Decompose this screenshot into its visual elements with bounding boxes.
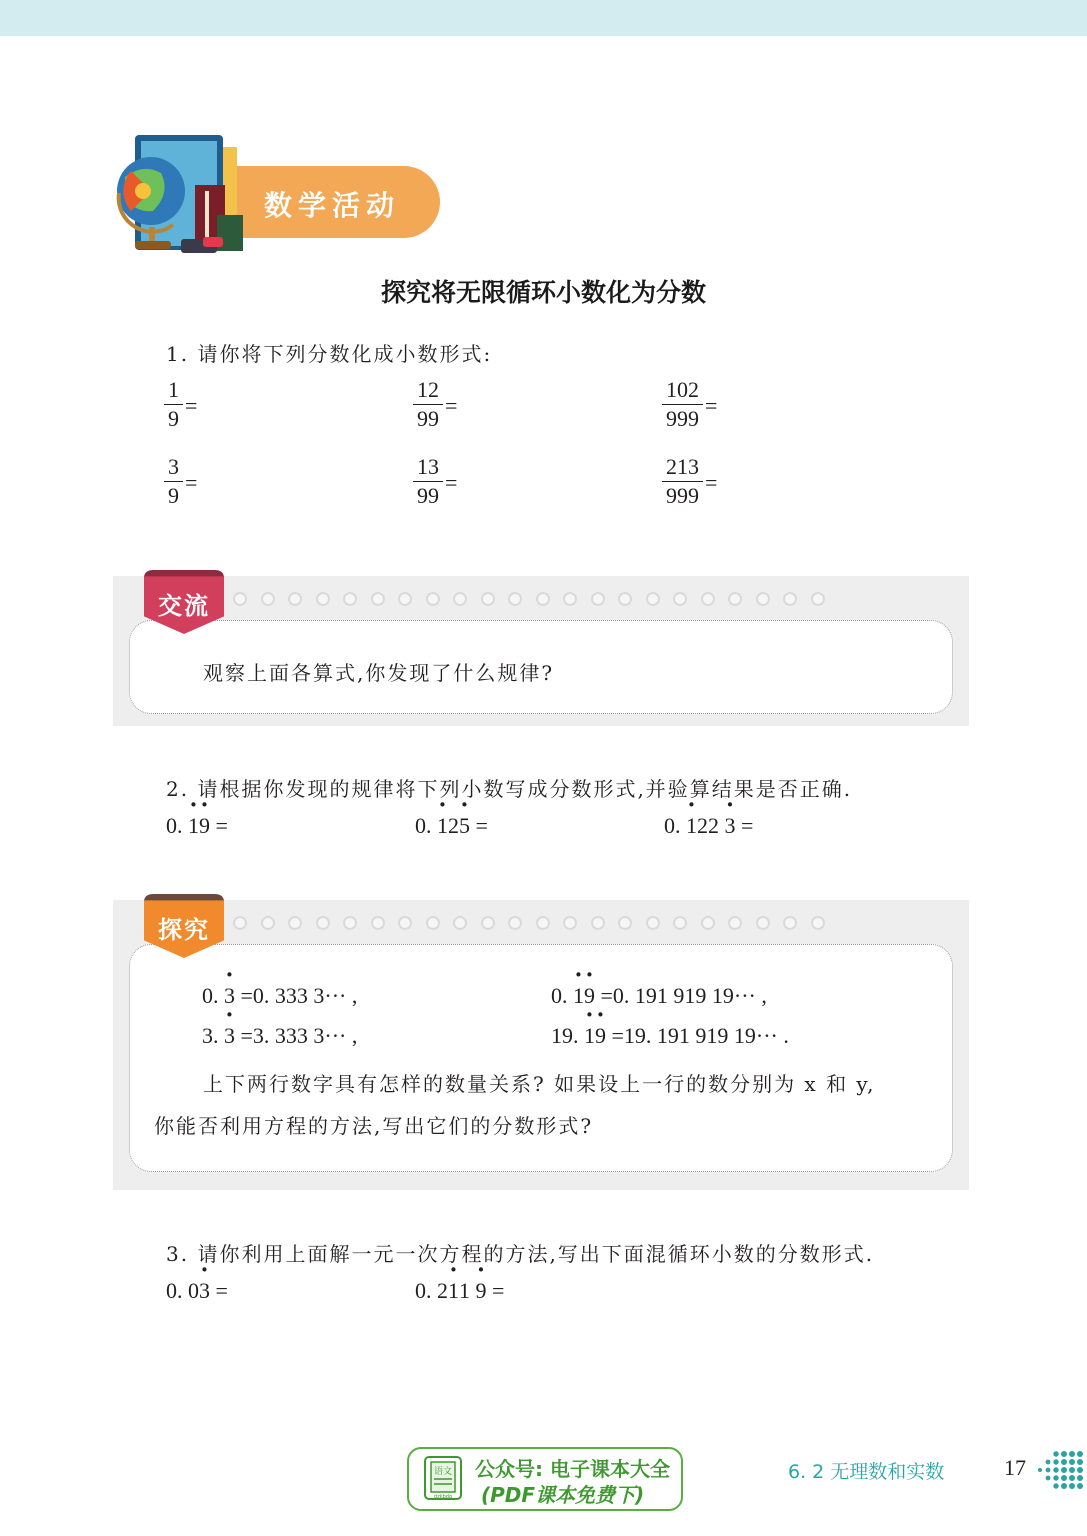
q2-decimal-2: 0. · 12· 5 = (415, 813, 488, 839)
explore-row2-right: 19. · 1· 9 =19. 191 919 19··· . (551, 1023, 789, 1049)
fraction-1-9: $\frac{1}{9}$ = (164, 376, 197, 433)
q3-decimal-1: 0. 0· 3 = (166, 1278, 228, 1304)
exchange-question: 观察上面各算式,你发现了什么规律? (203, 661, 555, 685)
page-number: 17 (1004, 1455, 1026, 1480)
exchange-panel (113, 576, 969, 726)
wechat-badge (407, 1447, 683, 1511)
globe-books-illustration (113, 133, 248, 255)
explore-paragraph-line1: 上下两行数字具有怎样的数量关系? 如果设上一行的数分别为 x 和 y, (203, 1072, 876, 1096)
svg-text:dzkbdq: dzkbdq (433, 1494, 453, 1500)
badge-line-1: 公众号: 电子课本大全 (475, 1457, 670, 1481)
svg-text:语文: 语文 (433, 1467, 453, 1477)
explore-row1-right: 0. · 1· 9 =0. 191 919 19··· , (551, 983, 767, 1009)
binder-dots (233, 916, 825, 930)
fraction-3-9: $\frac{3}{9}$ = (164, 453, 197, 510)
fraction-213-999: $\frac{213}{999}$ = (662, 453, 717, 510)
question-3-prompt: 3. 请你利用上面解一元一次方程的方法,写出下面混循环小数的分数形式. (166, 1242, 875, 1266)
fraction-13-99: $\frac{13}{99}$ = (413, 453, 457, 510)
fraction-102-999: $\frac{102}{999}$ = (662, 376, 717, 433)
badge-line-2: (PDF课本免费下) (481, 1483, 645, 1507)
q2-decimal-1: 0. · 1· 9 = (166, 813, 228, 839)
explore-row1-left: 0. · 3 =0. 333 3··· , (202, 983, 357, 1009)
section-title: 探究将无限循环小数化为分数 (380, 278, 706, 307)
top-band (0, 0, 1087, 36)
question-2-prompt: 2. 请根据你发现的规律将下列小数写成分数形式,并验算结果是否正确. (166, 777, 853, 801)
footer-section-label: 6. 2 无理数和实数 (788, 1461, 945, 1483)
activity-title: 数学活动 (264, 189, 401, 222)
decorative-dots-icon (1036, 1448, 1084, 1492)
explore-tag-label: 探究 (158, 916, 210, 944)
book-icon (423, 1455, 463, 1501)
fraction-12-99: $\frac{12}{99}$ = (413, 376, 457, 433)
explore-paragraph-line2: 你能否利用方程的方法,写出它们的分数形式? (154, 1114, 594, 1138)
q3-decimal-2: 0. 2· 11 · 9 = (415, 1278, 504, 1304)
q2-decimal-3: 0. · 122 · 3 = (664, 813, 753, 839)
binder-dots (233, 592, 825, 606)
exchange-tag-label: 交流 (158, 592, 210, 620)
explore-row2-left: 3. · 3 =3. 333 3··· , (202, 1023, 357, 1049)
question-1-prompt: 1. 请你将下列分数化成小数形式: (166, 342, 493, 366)
